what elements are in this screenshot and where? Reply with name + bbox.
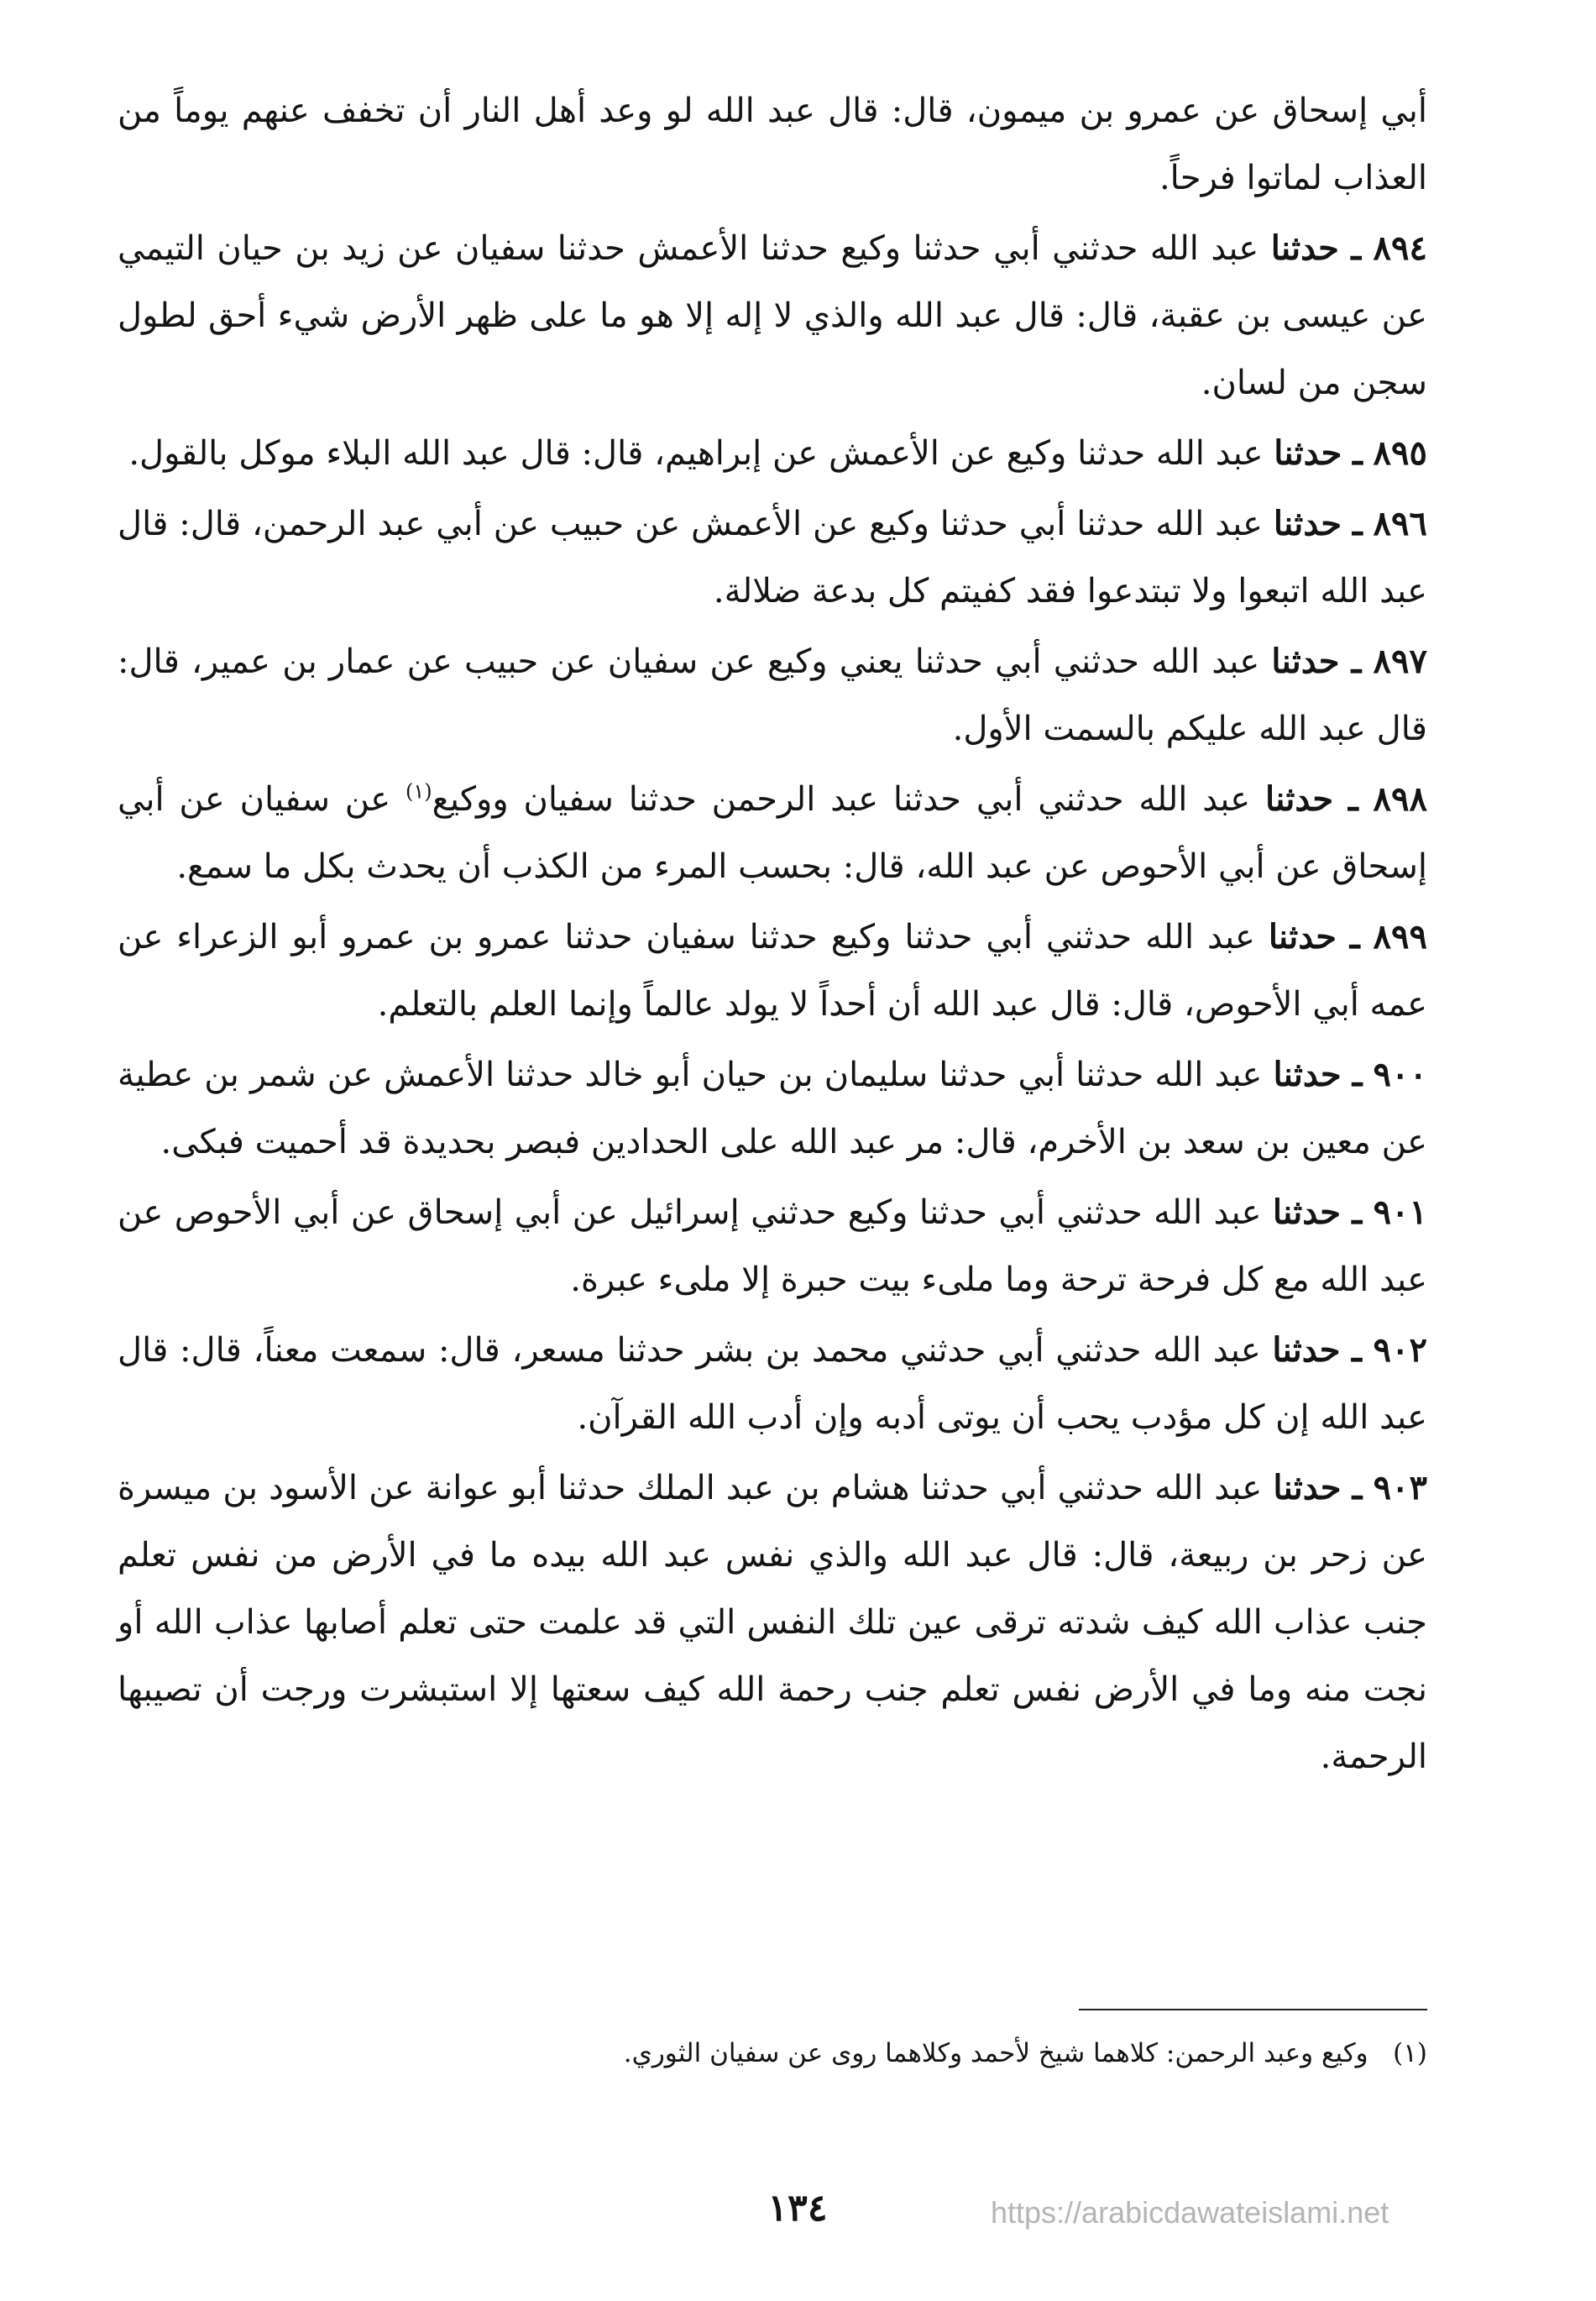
dash: ـ (1352, 1055, 1363, 1094)
hadith-keyword: حدثنا (1273, 504, 1342, 543)
hadith-keyword: حدثنا (1274, 433, 1342, 473)
dash: ـ (1352, 1330, 1362, 1370)
footnote (118, 2032, 1427, 2074)
hadith-text: عبد الله حدثني أبي حدثنا هشام بن عبد الملك حدثنا أبو عوانة عن الأسود بن ميسرة عن زحر بن ربيعة، قال: قال عبد الله والذي نفس عبد الله بيده ما في الأرض من نفس تعلم جنب عذاب الله كيف شدته ترقى عين تلك النفس التي قد علمت حتى تعلم أصابها عذاب الله أو نجت منه وما في الأرض نفس تعلم جنب رحمة الله كيف سعتها إلا استبشرت ورجت أن تصيبها الرحمة. (118, 1469, 1427, 1776)
dash: ـ (1352, 1192, 1363, 1232)
dash: ـ (1352, 1468, 1363, 1507)
hadith-text-after-ref: عن سفيان عن أبي إسحاق عن أبي الأحوص عن عبد الله، قال: بحسب المرء من الكذب أن يحدث بكل ما سمع. (118, 780, 1427, 886)
hadith-number: ٨٩٦ (1373, 504, 1427, 543)
opening-paragraph: أبي إسحاق عن عمرو بن ميمون، قال: قال عبد الله لو وعد أهل النار أن تخفف عنهم يوماً من العذاب لماتوا فرحاً. (118, 92, 1427, 197)
watermark-url: https://arabicdawateislami.net (991, 2195, 1389, 2230)
hadith-text: عبد الله حدثني أبي حدثنا وكيع حدثنا سفيان حدثنا عمرو بن عمرو أبو الزعراء عن عمه أبي الأحوص، قال: قال عبد الله أن أحداً لا يولد عالماً وإنما العلم بالتعلم. (118, 918, 1427, 1024)
hadith-text: عبد الله حدثني أبي حدثنا وكيع حدثني إسرائيل عن أبي إسحاق عن أبي الأحوص عن عبد الله مع كل فرحة ترحة وما ملىء بيت حبرة إلا ملىء عبرة. (118, 1193, 1427, 1299)
dash: ـ (1349, 917, 1360, 957)
dash: ـ (1352, 504, 1363, 543)
hadith-number: ٩٠١ (1373, 1192, 1428, 1232)
hadith-keyword: حدثنا (1273, 1468, 1342, 1507)
hadith-895 (118, 417, 1427, 487)
hadith-900 (118, 1038, 1427, 1176)
hadith-text: عبد الله حدثنا أبي حدثنا وكيع عن الأعمش عن حبيب عن أبي عبد الرحمن، قال: قال عبد الله اتبعوا ولا تبتدعوا فقد كفيتم كل بدعة ضلالة. (118, 505, 1427, 611)
hadith-899 (118, 900, 1427, 1038)
hadith-901 (118, 1176, 1427, 1313)
footnote-text: وكيع وعبد الرحمن: كلاهما شيخ لأحمد وكلاهما روى عن سفيان الثوري. (623, 2038, 1368, 2068)
hadith-number: ٨٩٥ (1373, 433, 1427, 473)
hadith-keyword: حدثنا (1265, 779, 1334, 819)
hadith-897 (118, 625, 1427, 763)
hadith-903 (118, 1451, 1427, 1790)
hadith-text-before-ref: عبد الله حدثني أبي حدثنا عبد الرحمن حدثنا سفيان ووكيع (432, 780, 1251, 819)
dash: ـ (1351, 642, 1362, 681)
hadith-number: ٩٠٢ (1373, 1330, 1427, 1370)
hadith-number: ٩٠٣ (1373, 1468, 1428, 1507)
hadith-keyword: حدثنا (1272, 1192, 1341, 1232)
hadith-number: ٨٩٨ (1373, 779, 1427, 819)
main-text (118, 77, 1427, 1790)
hadith-number: ٨٩٩ (1373, 917, 1427, 957)
hadith-902 (118, 1313, 1427, 1451)
hadith-number: ٩٠٠ (1373, 1055, 1427, 1094)
hadith-896 (118, 487, 1427, 625)
dash: ـ (1347, 779, 1358, 819)
hadith-number: ٨٩٤ (1373, 228, 1427, 268)
hadith-text: عبد الله حدثني أبي حدثني محمد بن بشر حدثنا مسعر، قال: سمعت معناً، قال: قال عبد الله إن كل مؤدب يحب أن يوتى أدبه وإن أدب الله القرآن. (118, 1331, 1427, 1437)
footnote-divider (1079, 2009, 1427, 2010)
hadith-text: عبد الله حدثنا وكيع عن الأعمش عن إبراهيم، قال: قال عبد الله البلاء موكل بالقول. (128, 434, 1264, 473)
hadith-text: عبد الله حدثنا أبي حدثنا سليمان بن حيان أبو خالد حدثنا الأعمش عن شمر بن عطية عن معين بن سعد بن الأخرم، قال: مر عبد الله على الحدادين فبصر بحديدة قد أحميت فبكى. (118, 1056, 1427, 1161)
footnote-marker: (١) (1393, 2038, 1427, 2068)
hadith-898 (118, 763, 1427, 900)
hadith-text: عبد الله حدثني أبي حدثنا وكيع حدثنا الأعمش حدثنا سفيان عن زيد بن حيان التيمي عن عيسى بن عقبة، قال: قال عبد الله والذي لا إله إلا هو ما على ظهر الأرض شيء أحق لطول سجن من لسان. (118, 229, 1427, 402)
dash: ـ (1351, 228, 1362, 268)
page-number: ١٣٤ (767, 2187, 828, 2230)
hadith-keyword: حدثنا (1268, 917, 1337, 957)
hadith-text: عبد الله حدثني أبي حدثنا يعني وكيع عن سفيان عن حبيب عن عمار بن عمير، قال: قال عبد الله عليكم بالسمت الأول. (118, 642, 1427, 748)
footnote-reference[interactable]: (١) (405, 779, 432, 804)
hadith-894 (118, 212, 1427, 417)
hadith-keyword: حدثنا (1272, 1330, 1341, 1370)
dash: ـ (1353, 433, 1363, 473)
hadith-keyword: حدثنا (1270, 228, 1339, 268)
hadith-keyword: حدثنا (1271, 642, 1340, 681)
hadith-number: ٨٩٧ (1373, 642, 1427, 681)
hadith-keyword: حدثنا (1273, 1055, 1342, 1094)
